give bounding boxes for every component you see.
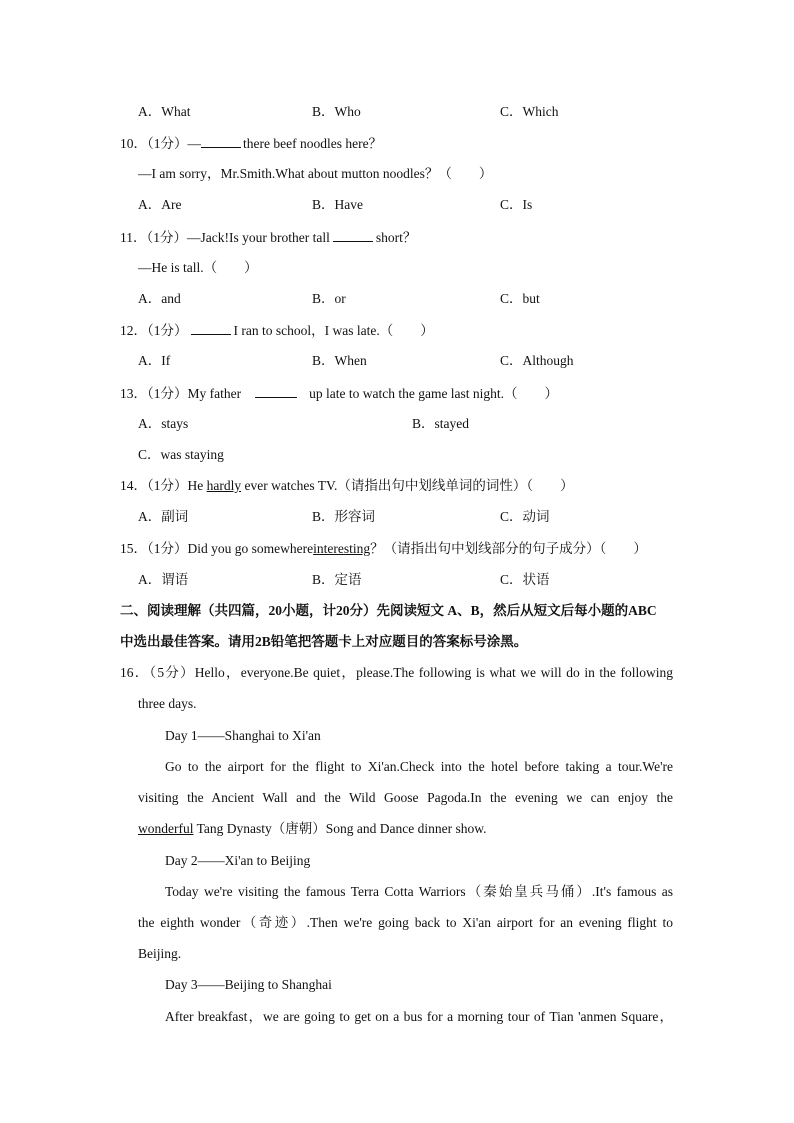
q15-prefix: 15．（1分）Did you go somewhere <box>120 541 314 556</box>
day2-para-line2: the eighth wonder（奇迹）.Then we're going back to Xi'an airport for an evening flight to <box>138 915 673 930</box>
day1-underlined-word: wonderful <box>138 821 194 836</box>
q13-prefix: 13．（1分）My father <box>120 386 242 401</box>
section2-heading-line2: 中选出最佳答案。请用2B铅笔把答题卡上对应题目的答案标号涂黑。 <box>120 634 528 649</box>
q14-stem <box>120 477 574 495</box>
day1-para-line2: visiting the Ancient Wall and the Wild Goose Pagoda.In the evening we can enjoy the <box>138 790 673 805</box>
q13-blank <box>255 384 297 398</box>
q9-option-c: C．Which <box>500 104 559 119</box>
q15-underlined-word: interesting <box>313 541 371 556</box>
q14-rest: ever watches TV.（请指出句中划线单词的词性）（ ） <box>244 478 574 493</box>
day1-para-line3-rest: Tang Dynasty（唐朝）Song and Dance dinner show. <box>196 821 487 836</box>
q13-stem <box>120 384 558 403</box>
q15-option-b: B．定语 <box>312 572 362 587</box>
q11-prefix: 11．（1分）—Jack!Is your brother tall <box>120 230 330 245</box>
q11-stem <box>120 228 416 247</box>
day1-para-line3 <box>138 820 487 838</box>
q10-rest: there beef noodles here？ <box>243 136 383 151</box>
section2-heading-line1: 二、阅读理解（共四篇，20小题，计20分）先阅读短文 A、B，然后从短文后每小题的ABC <box>120 603 657 618</box>
q13-rest: up late to watch the game last night.（ ） <box>309 386 559 401</box>
q12-prefix: 12．（1分） <box>120 323 188 338</box>
q10-prefix: 10．（1分）— <box>120 136 201 151</box>
q9-option-b: B．Who <box>312 104 361 119</box>
q16-intro-line1: 16．（5分）Hello，everyone.Be quiet，please.The following is what we will do in the following <box>120 665 673 680</box>
q12-blank <box>191 321 231 335</box>
q14-prefix: 14．（1分）He <box>120 478 204 493</box>
q10-option-a: A．Are <box>138 197 182 212</box>
q10-reply: —I am sorry，Mr.Smith.What about mutton noodles？（ ） <box>138 166 493 181</box>
q14-underlined-word: hardly <box>206 478 242 493</box>
q10-stem <box>120 134 382 153</box>
q15-option-a: A．谓语 <box>138 572 189 587</box>
q12-option-b: B．When <box>312 353 367 368</box>
q12-rest: I ran to school，I was late.（ ） <box>233 323 434 338</box>
q9-option-a: A．What <box>138 104 191 119</box>
q11-blank <box>333 228 373 242</box>
q13-option-a: A．stays <box>138 416 189 431</box>
q12-option-a: A．If <box>138 353 171 368</box>
q10-blank <box>201 134 241 148</box>
q10-option-c: C．Is <box>500 197 533 212</box>
q16-intro-line2: three days. <box>138 696 197 711</box>
q12-option-c: C．Although <box>500 353 574 368</box>
q15-rest: ？（请指出句中划线部分的句子成分）（ ） <box>370 541 647 556</box>
q14-option-a: A．副词 <box>138 509 189 524</box>
day3-title: Day 3——Beijing to Shanghai <box>165 977 332 992</box>
day1-para-line1: Go to the airport for the flight to Xi'an.Check into the hotel before taking a tour.We're <box>165 759 673 774</box>
q11-reply: —He is tall.（ ） <box>138 260 258 275</box>
q14-option-c: C．动词 <box>500 509 550 524</box>
q10-option-b: B．Have <box>312 197 363 212</box>
q15-option-c: C．状语 <box>500 572 550 587</box>
q13-option-b: B．stayed <box>412 416 469 431</box>
day3-para-line1: After breakfast，we are going to get on a bus for a morning tour of Tian 'anmen Square， <box>165 1009 673 1024</box>
q14-option-b: B．形容词 <box>312 509 376 524</box>
day2-para-line3: Beijing. <box>138 946 182 961</box>
day2-para-line1: Today we're visiting the famous Terra Cotta Warriors（秦始皇兵马俑）.It's famous as <box>165 884 673 899</box>
q11-rest: short？ <box>375 230 417 245</box>
q12-stem <box>120 321 434 340</box>
day2-title: Day 2——Xi'an to Beijing <box>165 853 311 868</box>
q13-option-c: C．was staying <box>138 447 224 462</box>
q11-option-c: C．but <box>500 291 540 306</box>
q11-option-a: A．and <box>138 291 181 306</box>
day1-title: Day 1——Shanghai to Xi'an <box>165 728 321 743</box>
q15-stem <box>120 540 647 558</box>
q11-option-b: B．or <box>312 291 346 306</box>
